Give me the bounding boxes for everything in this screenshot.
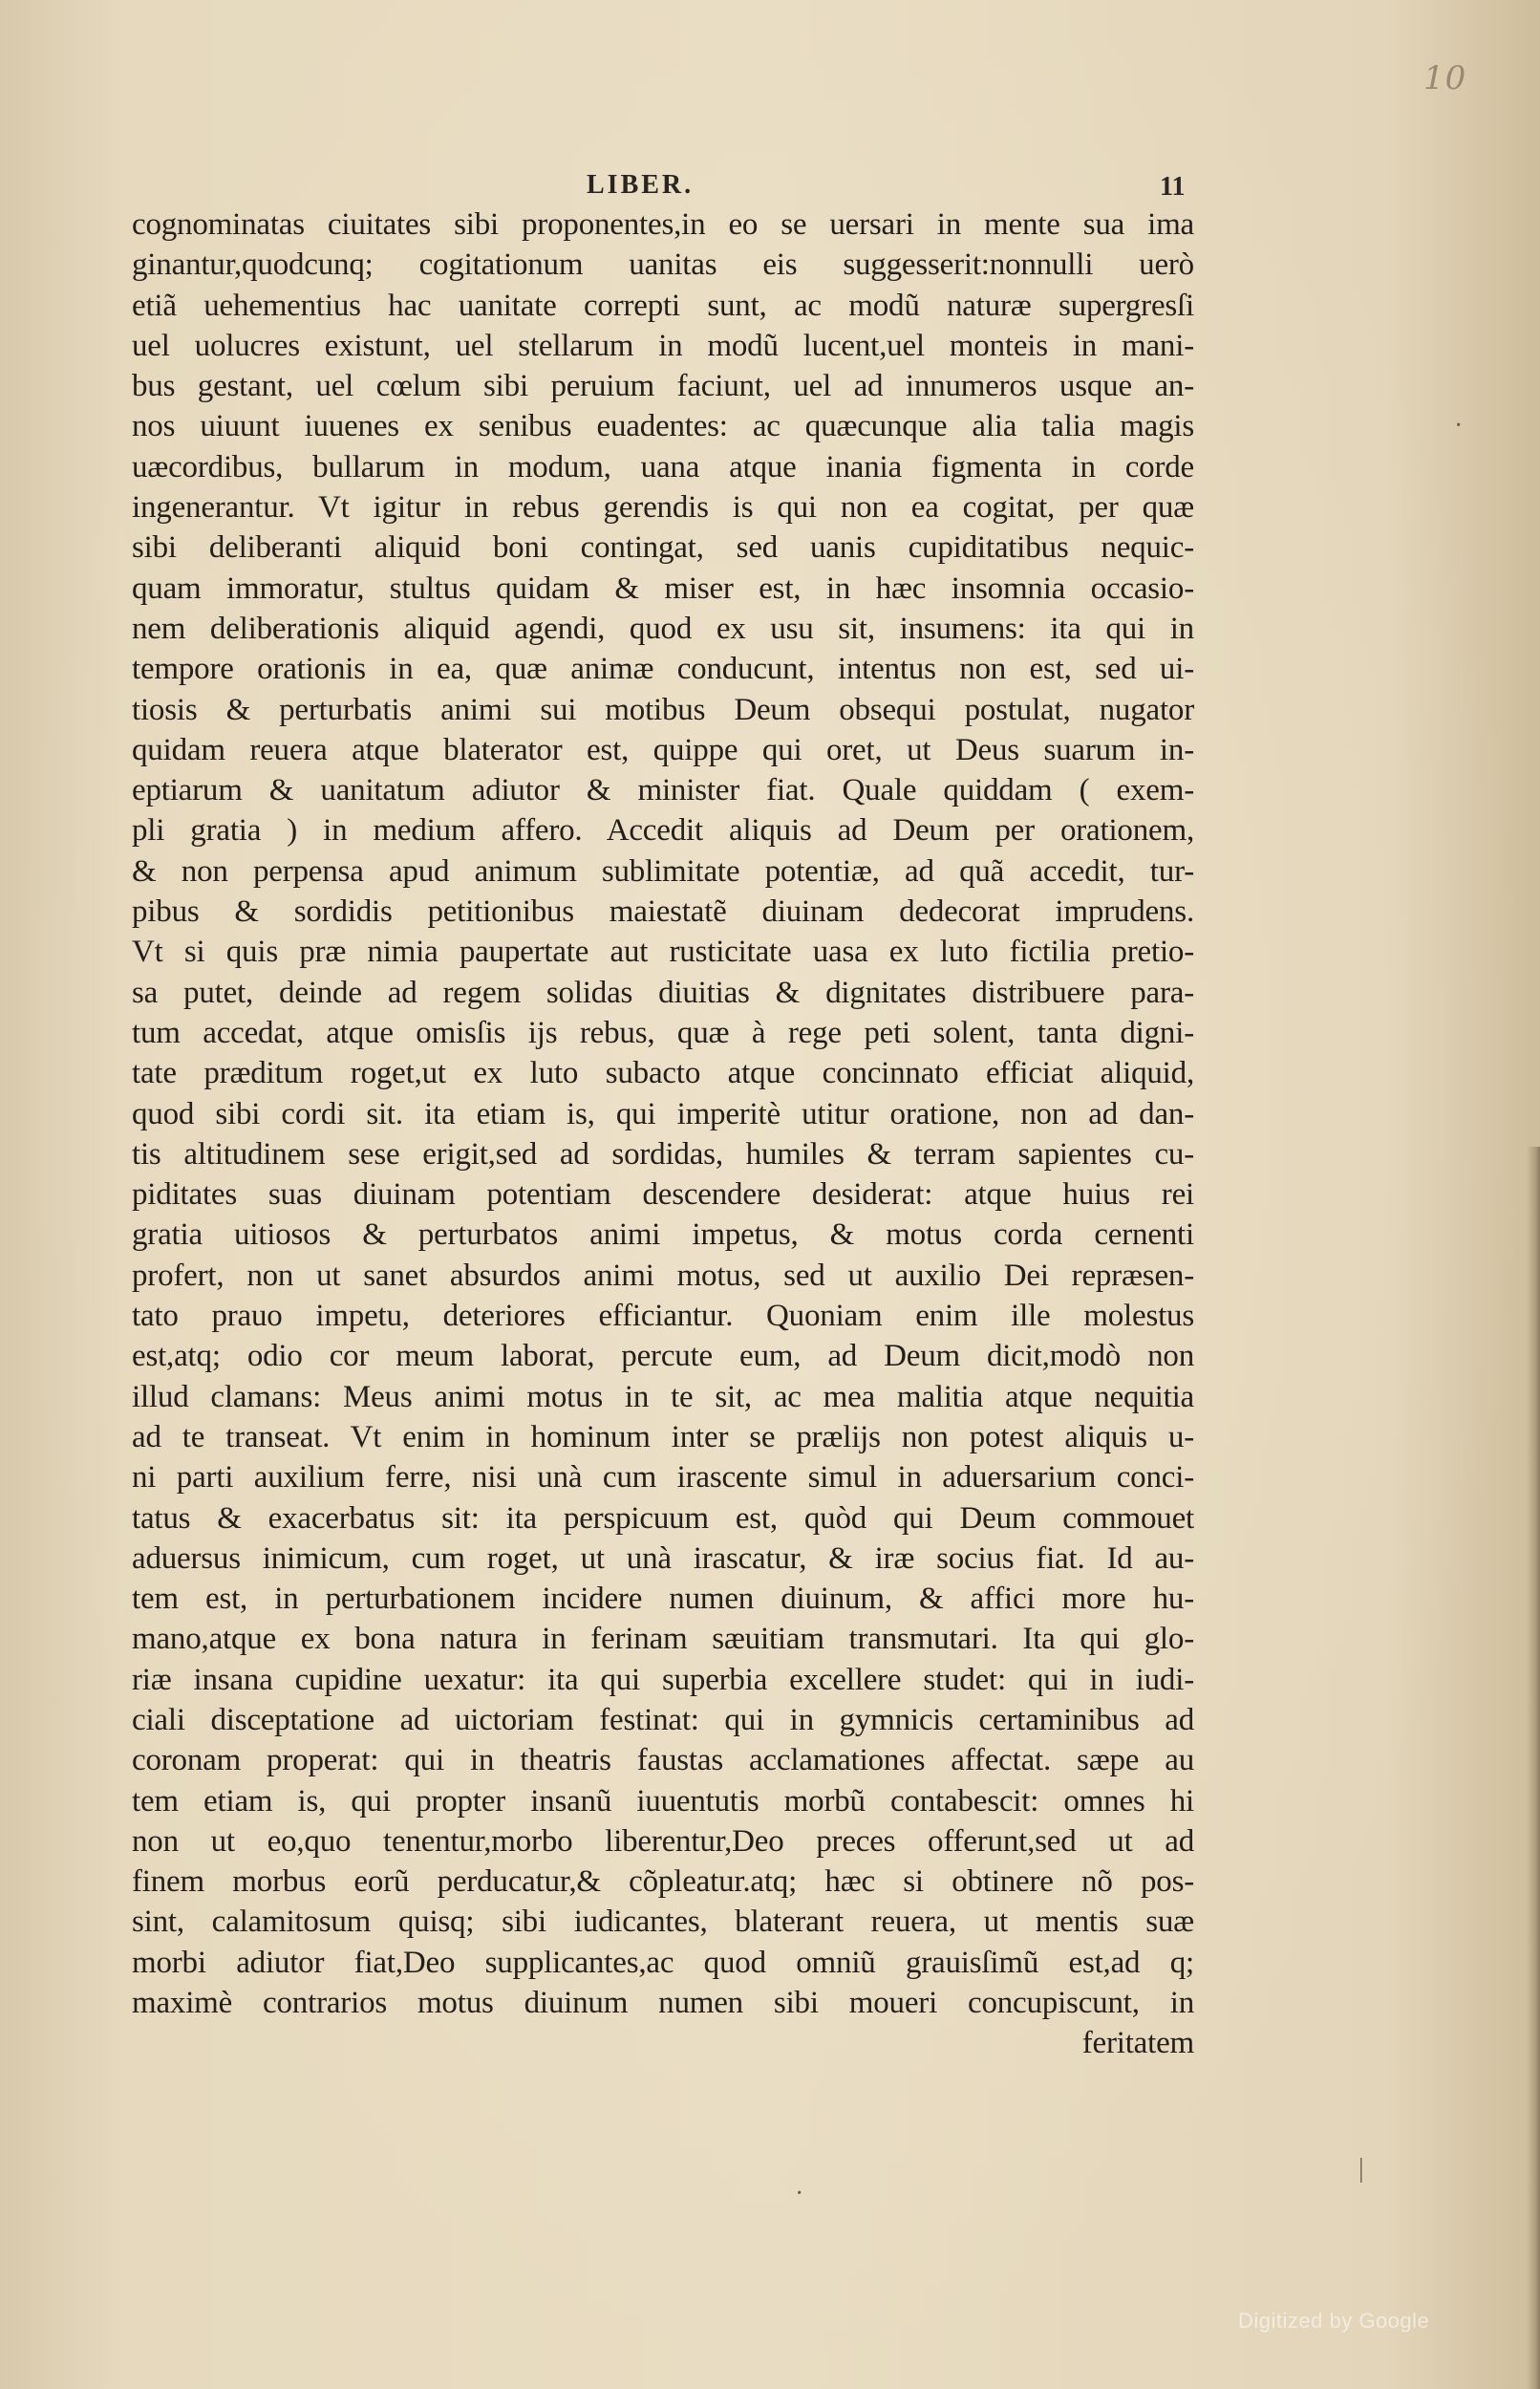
page-number: 11 (1160, 172, 1186, 202)
margin-mark: · (1454, 411, 1464, 441)
text-line: bus gestant, uel cœlum sibi peruium faciunt, uel ad innumeros usque an- (132, 369, 1194, 404)
text-line: sint, calamitosum quisq; sibi iudicantes, blaterant reuera, ut mentis suæ (132, 1905, 1194, 1940)
text-line: quam immoratur, stultus quidam & miser est, in hæc insomnia occasio- (132, 570, 1194, 606)
text-line: tempore orationis in ea, quæ animæ conducunt, intentus non est, sed ui- (132, 652, 1194, 687)
text-line: tiosis & perturbatis animi sui motibus Deum obsequi postulat, nugator (132, 692, 1194, 727)
margin-mark: | (1358, 2154, 1364, 2184)
text-line: aduersus inimicum, cum roget, ut unà irascatur, & iræ socius fiat. Id au- (132, 1540, 1194, 1576)
text-line: ginantur,quodcunq; cogitationum uanitas eis suggesserit:nonnulli uerò (132, 248, 1194, 283)
text-line: tate præditum roget,ut ex luto subacto atque concinnato efficiat aliquid, (132, 1056, 1194, 1091)
text-line: etiã uehementius hac uanitate correpti sunt, ac modũ naturæ supergresſi (132, 288, 1194, 323)
text-line: quidam reuera atque blaterator est, quippe qui oret, ut Deus suarum in- (132, 732, 1194, 767)
digitization-watermark: Digitized by Google (1238, 2309, 1430, 2333)
text-line: maximè contrarios motus diuinum numen sibi moueri concupiscunt, in (132, 1986, 1194, 2021)
text-line: profert, non ut sanet absurdos animi motus, sed ut auxilio Dei repræsen- (132, 1258, 1194, 1293)
text-line: Vt si quis præ nimia paupertate aut rusticitate uasa ex luto fictilia pretio- (132, 935, 1194, 970)
text-line: non ut eo,quo tenentur,morbo liberentur,Deo preces offerunt,sed ut ad (132, 1823, 1194, 1859)
text-line: tis altitudinem sese erigit,sed ad sordidas, humiles & terram sapientes cu- (132, 1136, 1194, 1172)
text-line: coronam properat: qui in theatris faustas acclamationes affectat. sæpe au (132, 1743, 1194, 1778)
body-text (132, 204, 1194, 2064)
text-line: tem est, in perturbationem incidere numen diuinum, & affici more hu- (132, 1582, 1194, 1617)
text-line: est,atq; odio cor meum laborat, percute eum, ad Deum dicit,modò non (132, 1339, 1194, 1374)
text-line: morbi adiutor fiat,Deo supplicantes,ac quod omniũ grauisſimũ est,ad q; (132, 1945, 1194, 1980)
page-edge-shadow (1527, 1147, 1540, 2389)
catchword: feritatem (1081, 2026, 1194, 2061)
text-line: uæcordibus, bullarum in modum, uana atque inania figmenta in corde (132, 449, 1194, 484)
text-line: mano,atque ex bona natura in ferinam sæuitiam transmutari. Ita qui glo- (132, 1622, 1194, 1657)
text-line: illud clamans: Meus animi motus in te sit, ac mea malitia atque nequitia (132, 1379, 1194, 1414)
text-line: sa putet, deinde ad regem solidas diuitias & dignitates distribuere para- (132, 975, 1194, 1010)
text-line: eptiarum & uanitatum adiutor & minister fiat. Quale quiddam ( exem- (132, 773, 1194, 808)
text-line: nos uiuunt iuuenes ex senibus euadentes: ac quæcunque alia talia magis (132, 409, 1194, 444)
text-line: tatus & exacerbatus sit: ita perspicuum est, quòd qui Deum commouet (132, 1500, 1194, 1536)
text-line: cognominatas ciuitates sibi proponentes,in eo se uersari in mente sua ima (132, 207, 1194, 242)
text-line: riæ insana cupidine uexatur: ita qui superbia excellere studet: qui in iudi- (132, 1662, 1194, 1697)
text-line: sibi deliberanti aliquid boni contingat, sed uanis cupiditatibus nequic- (132, 530, 1194, 566)
text-line: tum accedat, atque omisſis ijs rebus, quæ à rege peti solent, tanta digni- (132, 1015, 1194, 1050)
text-line: ni parti auxilium ferre, nisi unà cum irascente simul in aduersarium conci- (132, 1460, 1194, 1496)
text-line: quod sibi cordi sit. ita etiam is, qui imperitè utitur oratione, non ad dan- (132, 1096, 1194, 1131)
text-line: gratia uitiosos & perturbatos animi impetus, & motus corda cernenti (132, 1217, 1194, 1253)
text-line: finem morbus eorũ perducatur,& cõpleatur.atq; hæc si obtinere nõ pos- (132, 1864, 1194, 1900)
text-line: ciali disceptatione ad uictoriam festinat: qui in gymnicis certaminibus ad (132, 1702, 1194, 1737)
text-line: piditates suas diuinam potentiam descendere desiderat: atque huius rei (132, 1177, 1194, 1213)
text-line: ingenerantur. Vt igitur in rebus gerendis is qui non ea cogitat, per quæ (132, 490, 1194, 526)
text-line: uel uolucres existunt, uel stellarum in modũ lucent,uel monteis in mani- (132, 328, 1194, 363)
text-line: tem etiam is, qui propter insanũ iuuentutis morbũ contabescit: omnes hi (132, 1783, 1194, 1819)
text-line: ad te transeat. Vt enim in hominum inter se prælijs non potest aliquis u- (132, 1419, 1194, 1454)
handwritten-folio-number: 10 (1423, 59, 1467, 97)
text-line: pli gratia ) in medium affero. Accedit aliquis ad Deum per orationem, (132, 813, 1194, 849)
text-line: pibus & sordidis petitionibus maiestatẽ diuinam dedecorat imprudens. (132, 894, 1194, 930)
text-line: tato prauo impetu, deteriores efficiantur. Quoniam enim ille molestus (132, 1299, 1194, 1334)
running-head: LIBER. (587, 170, 695, 200)
text-line: nem deliberationis aliquid agendi, quod ex usu sit, insumens: ita qui in (132, 611, 1194, 646)
text-line: & non perpensa apud animum sublimitate potentiæ, ad quã accedit, tur- (132, 853, 1194, 889)
margin-mark: · (795, 2179, 804, 2208)
